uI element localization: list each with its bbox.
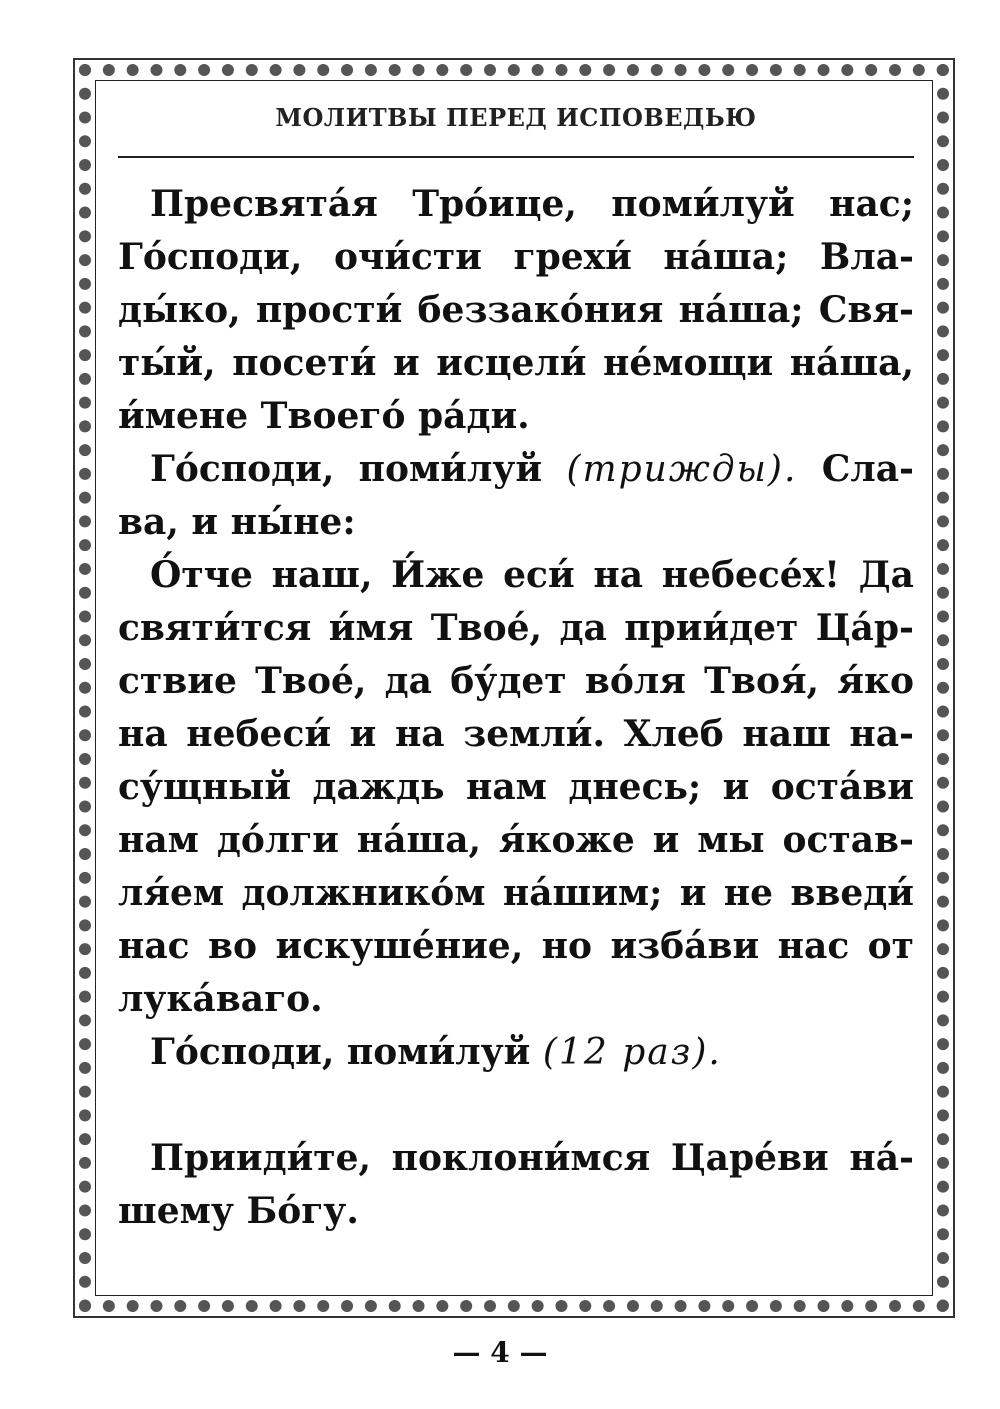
lords-prayer-line: О́тче наш, И́же еси́ на небесе́х! Да (150, 554, 914, 596)
prayer-text-body (118, 178, 914, 1238)
prayer1-line: и́мене Твоего́ ра́ди. (118, 395, 530, 437)
rubric-note: (12 раз). (542, 1032, 722, 1073)
come-worship-line: Прииди́те, поклони́мся Царе́ви на́- (150, 1137, 914, 1179)
lords-prayer-line: на небеси́ и на земли́. Хлеб наш на- (118, 713, 914, 755)
prayer1-line: ды́ко, прости́ беззако́ния на́ша; Свя- (118, 289, 914, 331)
header-rule (118, 156, 914, 158)
kyrie-text-end: Сла- (797, 448, 914, 490)
paragraph-gap (118, 1079, 914, 1132)
running-header: МОЛИТВЫ ПЕРЕД ИСПОВЕДЬЮ (275, 103, 757, 132)
lords-prayer-line: ля́ем должнико́м на́шим; и не введи́ (118, 872, 914, 914)
kyrie12-text: Го́споди, поми́луй (150, 1031, 543, 1073)
kyrie-line: ва, и ны́не: (118, 501, 356, 543)
prayer1-line: Го́споди, очи́сти грехи́ на́ша; Вла- (118, 236, 914, 278)
lords-prayer-line: нам до́лги на́ша, я́коже и мы остав- (118, 819, 914, 861)
lords-prayer-line: лука́ваго. (118, 978, 323, 1020)
lords-prayer-line: святи́тся и́мя Твое́, да прии́дет Ца́р- (118, 607, 914, 649)
prayer1-line: ты́й, посети́ и исцели́ не́мощи на́ша, (118, 342, 914, 384)
page-number: — 4 — (452, 1336, 548, 1369)
rubric-note: (трижды). (566, 449, 798, 490)
come-worship-line: шему Бо́гу. (118, 1190, 359, 1232)
lords-prayer-line: нас во искуше́ние, но изба́ви нас от (118, 925, 914, 967)
kyrie-text: Го́споди, поми́луй (150, 448, 567, 490)
prayer1-line: Пресвята́я Тро́ице, поми́луй нас; (150, 183, 914, 225)
kyrie12-line (118, 1026, 914, 1079)
lords-prayer-line: су́щный даждь нам днесь; и оста́ви (118, 766, 914, 808)
kyrie-line (118, 443, 914, 496)
lords-prayer-line: ствие Твое́, да бу́дет во́ля Твоя́, я́ко (118, 660, 914, 702)
